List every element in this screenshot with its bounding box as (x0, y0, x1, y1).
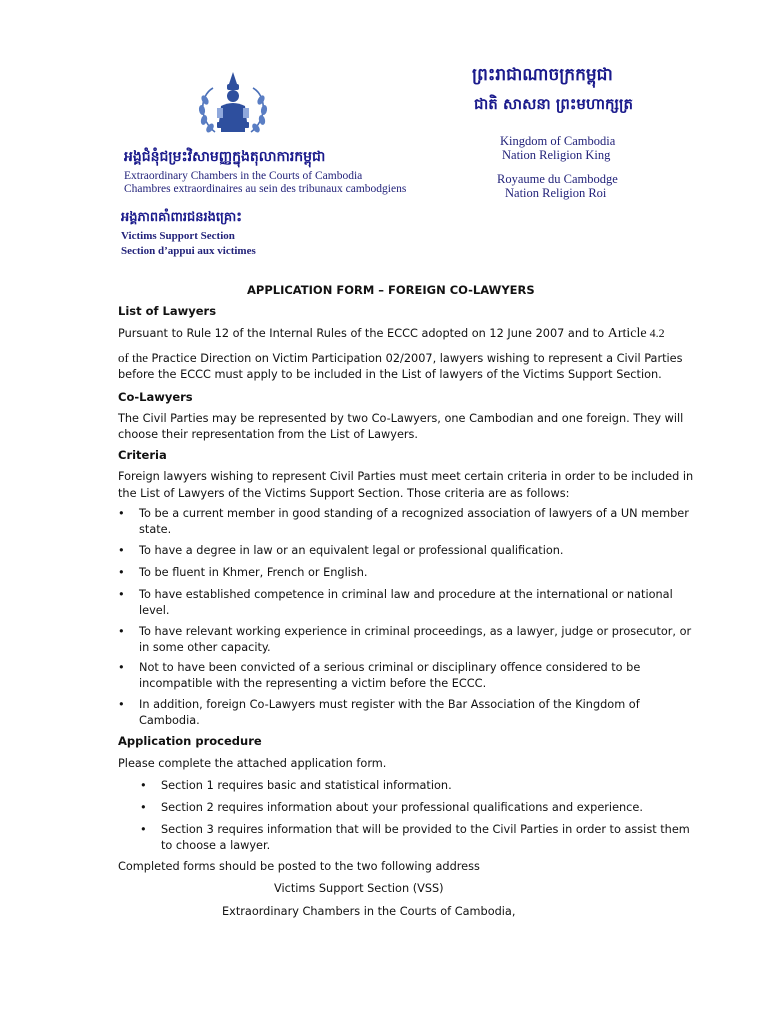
kh-motto: ជាតិ សាសនា ព្រះមហាក្សត្រ (474, 95, 633, 113)
form-title: APPLICATION FORM – FOREIGN CO-LAWYERS (247, 283, 535, 297)
heading-criteria: Criteria (118, 448, 167, 462)
address-line-2: Extraordinary Chambers in the Courts of Cambodia, (222, 905, 516, 918)
section-item (140, 778, 700, 794)
en-vss-name: Victims Support Section (121, 230, 235, 242)
criteria-item (118, 506, 689, 538)
text-segment-serif: of the (118, 350, 148, 365)
paragraph-list-line-2 (118, 350, 683, 367)
criteria-item (118, 660, 678, 692)
text-segment: Pursuant to Rule 12 of the Internal Rules of the ECCC adopted on 12 June 2007 and to (118, 327, 608, 340)
paragraph-co-lawyers-line-1: The Civil Parties may be represented by two Co-Lawyers, one Cambodian and one foreign. They will (118, 412, 684, 425)
section-item (140, 800, 700, 816)
text-segment-serif: 4.2 (646, 326, 665, 340)
paragraph-criteria-line-1: Foreign lawyers wishing to represent Civil Parties must meet certain criteria in order to be included in (118, 470, 694, 483)
fr-kingdom: Royaume du Cambodge (497, 172, 618, 186)
eccc-emblem (193, 70, 273, 142)
paragraph-list-line-3: before the ECCC must apply to be included in the List of lawyers of the Victims Support Section. (118, 368, 662, 381)
criteria-text-line-1: Not to have been convicted of a serious criminal or disciplinary offence considered to be (139, 661, 641, 674)
bullet-glyph: • (118, 588, 125, 601)
criteria-text-line-2: state. (139, 523, 172, 536)
bullet-glyph: • (118, 698, 125, 711)
section-text-line-1: Section 2 requires information about your professional qualifications and experience. (161, 801, 643, 814)
bullet-glyph: • (140, 823, 147, 836)
text-segment: Practice Direction on Victim Participation 02/2007, lawyers wishing to represent a Civil Parties (147, 352, 683, 365)
criteria-item (118, 624, 692, 656)
en-motto: Nation Religion King (502, 148, 611, 162)
criteria-text-line-1: To have a degree in law or an equivalent legal or professional qualification. (139, 544, 564, 557)
criteria-text-line-1: In addition, foreign Co-Lawyers must register with the Bar Association of the Kingdom of (139, 698, 640, 711)
criteria-item (118, 697, 678, 729)
heading-application-procedure: Application procedure (118, 734, 262, 748)
paragraph-co-lawyers-line-2: choose their representation from the List of Lawyers. (118, 428, 419, 441)
section-text-line-2: to choose a lawyer. (161, 839, 271, 852)
criteria-text-line-2: Cambodia. (139, 714, 200, 727)
text-segment-serif: Article (607, 326, 647, 341)
criteria-text-line-1: To be fluent in Khmer, French or English. (139, 566, 368, 579)
bullet-glyph: • (118, 544, 125, 557)
kh-kingdom-title: ព្រះរាជាណាចក្រកម្ពុជា (472, 65, 613, 85)
fr-vss-name: Section d’appui aux victimes (121, 245, 256, 257)
section-text-line-1: Section 1 requires basic and statistical information. (161, 779, 452, 792)
fr-eccc-name: Chambres extraordinaires au sein des tribunaux cambodgiens (124, 183, 407, 195)
fr-motto: Nation Religion Roi (505, 186, 607, 200)
bullet-glyph: • (118, 661, 125, 674)
criteria-text-line-2: in some other capacity. (139, 641, 271, 654)
paragraph-list-line-1 (118, 325, 665, 342)
bullet-glyph: • (140, 801, 147, 814)
criteria-item (118, 543, 678, 559)
bullet-glyph: • (118, 566, 125, 579)
paragraph-procedure: Please complete the attached application form. (118, 757, 387, 770)
en-kingdom: Kingdom of Cambodia (500, 134, 616, 148)
heading-list-of-lawyers: List of Lawyers (118, 304, 217, 318)
criteria-item (118, 587, 678, 619)
bullet-glyph: • (118, 507, 125, 520)
bullet-glyph: • (118, 625, 125, 638)
criteria-text-line-1: To be a current member in good standing of a recognized association of lawyers of a UN member (139, 507, 689, 520)
criteria-text-line-1: To have relevant working experience in criminal proceedings, as a lawyer, judge or prosecutor, or (139, 625, 692, 638)
heading-co-lawyers: Co-Lawyers (118, 390, 193, 404)
address-line-1: Victims Support Section (VSS) (274, 882, 444, 895)
criteria-text-line-2: incompatible with the representing a victim before the ECCC. (139, 677, 487, 690)
en-eccc-name: Extraordinary Chambers in the Courts of Cambodia (124, 170, 363, 182)
criteria-text-line-1: To have established competence in criminal law and procedure at the international or national (139, 588, 673, 601)
criteria-text-line-2: level. (139, 604, 170, 617)
bullet-glyph: • (140, 779, 147, 792)
paragraph-criteria-line-2: the List of Lawyers of the Victims Support Section. Those criteria are as follows: (118, 487, 570, 500)
section-item (140, 822, 700, 854)
kh-eccc-title: អង្គជំនុំជម្រះវិសាមញ្ញក្នុងតុលាការកម្ពុជា (124, 149, 326, 165)
paragraph-completed-forms: Completed forms should be posted to the two following address (118, 860, 480, 873)
kh-vss-title: អង្គភាពគាំពារជនរងគ្រោះ (121, 210, 242, 225)
criteria-item (118, 565, 678, 581)
section-text-line-1: Section 3 requires information that will be provided to the Civil Parties in order to assist them (161, 823, 690, 836)
